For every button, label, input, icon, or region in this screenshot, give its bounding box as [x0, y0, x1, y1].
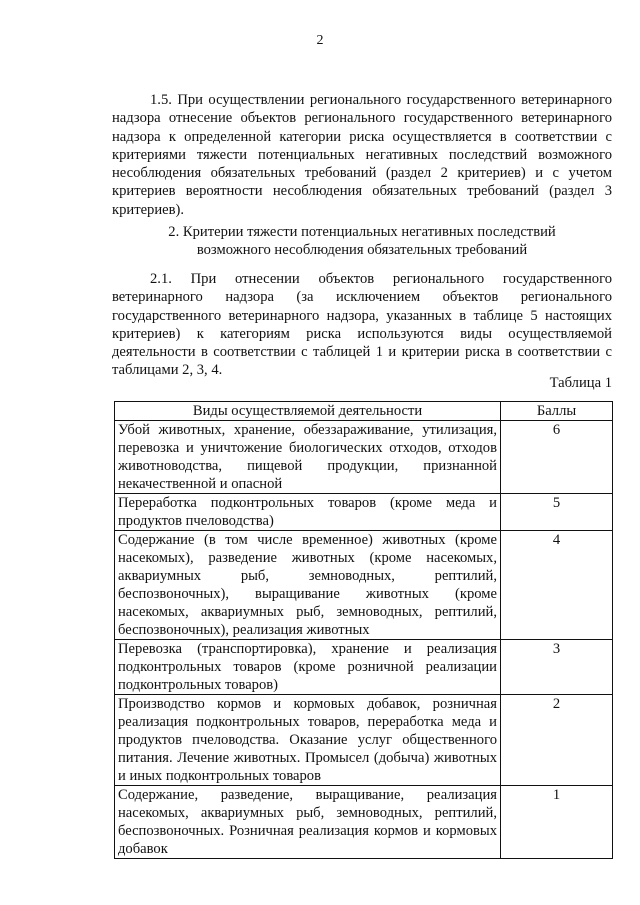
section-2-heading — [112, 223, 612, 260]
points-cell: 3 — [501, 640, 613, 695]
heading-line-2: возможного несоблюдения обязательных требований — [196, 242, 528, 259]
page-number: 2 — [316, 33, 324, 48]
activity-cell: Переработка подконтрольных товаров (кроме меда и продуктов пчеловодства) — [115, 494, 501, 531]
activity-cell: Содержание (в том числе временное) животных (кроме насекомых), разведение животных (кроме насекомых, аквариумных рыб, земноводных, рептилий, беспозвоночных), выращивание животных (кроме насекомых, аквариумных рыб, земноводных, рептилий, беспозвоночных), реализация животных — [115, 531, 501, 640]
table-row — [115, 695, 613, 786]
table-row — [115, 421, 613, 494]
activity-cell: Перевозка (транспортировка), хранение и реализация подконтрольных товаров (кроме розничной реализации подконтрольных товаров) — [115, 640, 501, 695]
points-cell: 4 — [501, 531, 613, 640]
activity-cell: Производство кормов и кормовых добавок, розничная реализация подконтрольных товаров, переработка меда и продуктов пчеловодства. Оказание услуг общественного питания. Лечение животных. Промысел (добыча) животных и иных подконтрольных товаров — [115, 695, 501, 786]
table-row — [115, 494, 613, 531]
paragraph-2-1: 2.1. При отнесении объектов регионального государственного ветеринарного надзора (за исключением объектов регионального государственного ветеринарного надзора, указанных в таблице 5 настоящих критериев) к категориям риска используются виды осуществляемой деятельности в соответствии с таблицей 1 и критерии риска в соответствии с таблицами 2, 3, 4. — [112, 271, 612, 379]
points-cell: 5 — [501, 494, 613, 531]
table-caption: Таблица 1 — [549, 375, 612, 391]
points-cell: 6 — [501, 421, 613, 494]
activity-points-table — [114, 401, 613, 859]
header-points: Баллы — [501, 402, 613, 421]
table-row — [115, 786, 613, 859]
points-cell: 2 — [501, 695, 613, 786]
activity-cell: Убой животных, хранение, обеззараживание, утилизация, перевозка и уничтожение биологических отходов, отходов животноводства, пищевой продукции, признанной некачественной и опасной — [115, 421, 501, 494]
table-header-row — [115, 402, 613, 421]
paragraph-1-5: 1.5. При осуществлении регионального государственного ветеринарного надзора отнесение объектов регионального государственного ветеринарного надзора к определенной категории риска осуществляется в соответствии с критериями тяжести потенциальных негативных последствий возможного несоблюдения обязательных требований (раздел 2 критериев) и с учетом критериев вероятности несоблюдения обязательных требований (раздел 3 критериев). — [112, 92, 612, 218]
header-activity: Виды осуществляемой деятельности — [115, 402, 501, 421]
activity-cell: Содержание, разведение, выращивание, реализация насекомых, аквариумных рыб, земноводных, рептилий, беспозвоночных. Розничная реализация кормов и кормовых добавок — [115, 786, 501, 859]
heading-line-1: 2. Критерии тяжести потенциальных негативных последствий — [168, 224, 556, 240]
table-row — [115, 531, 613, 640]
table-row — [115, 640, 613, 695]
points-cell: 1 — [501, 786, 613, 859]
